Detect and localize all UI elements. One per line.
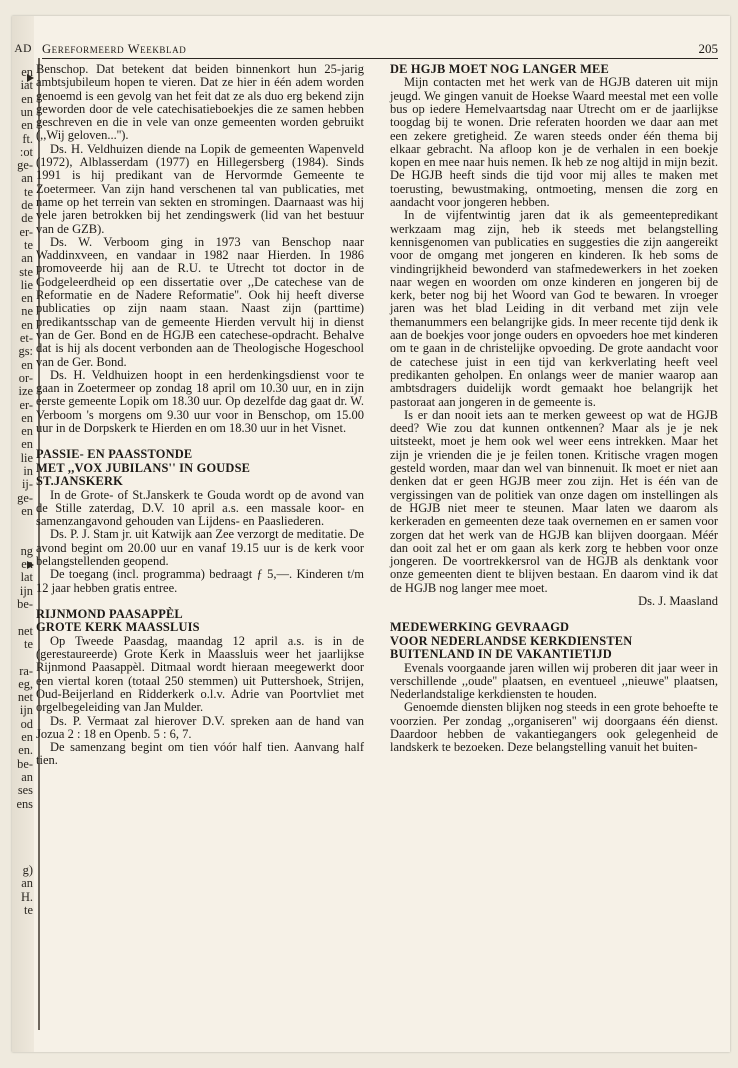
article-paragraph: Ds. H. Veldhuizen hoopt in een herdenkingsdienst voor te gaan in Zoetermeer op zondag 18 april om 10.30 uur, en in zijn eerste gemeente Lopik om 18.30 uur. Op dezelfde dag gaat dr. W. Verboom 's morgens om 9.30 uur voor in Benschop, om 15.00 uur in de Dorpskerk te Hierden en om 18.30 uur in het Visnet. (36, 367, 364, 436)
previous-page-fragment: er- (19, 225, 33, 239)
left-column (36, 63, 364, 768)
section-heading: RIJNMOND PAASAPPÈL GROTE KERK MAASSLUIS (36, 606, 200, 635)
previous-page-fragment: en (21, 318, 33, 332)
previous-page-fragment: un (20, 105, 33, 119)
previous-page-fragment: net (17, 624, 33, 638)
previous-page-fragment: en (21, 731, 33, 744)
newspaper-page (12, 16, 730, 1052)
previous-page-fragment: en (21, 119, 33, 133)
section-heading: MEDEWERKING GEVRAAGD VOOR NEDERLANDSE KERKDIENSTEN BUITENLAND IN DE VAKANTIETIJD (390, 620, 633, 662)
article-paragraph: Evenals voorgaande jaren willen wij proberen dit jaar weer in verschillende ,,oude'' plaatsen, en eventueel ,,nieuwe'' plaatsen, Nederlandstalige kerkdiensten te houden. (390, 660, 718, 702)
previous-page-fragment: an (21, 877, 33, 891)
previous-page-fragment: lie (20, 451, 33, 465)
right-column (390, 63, 718, 755)
previous-page-fragment: en (21, 425, 33, 439)
previous-page-edge (12, 16, 34, 1052)
article-paragraph: Benschop. Dat betekent dat beiden binnenkort hun 25-jarig ambtsjubileum hopen te vieren. Dat ze hier in één adem worden genoemd is een gevolg van het feit dat ze als duo erg bekend zijn geworden door de vele catechisatieboekjes die ze samen hebben geschreven en die in vele van onze gemeenten worden gebruikt (,,Wij geloven...''). (36, 62, 364, 143)
previous-page-fragment: be- (17, 598, 33, 611)
previous-page-fragment: ge- (17, 159, 33, 173)
previous-page-fragment: en. (18, 744, 33, 758)
previous-page-fragment: te (24, 238, 33, 252)
previous-page-fragment: net (17, 691, 33, 705)
previous-page-fragment: ne (21, 305, 33, 319)
previous-page-fragment: od (20, 717, 33, 731)
previous-page-fragment: ijn (19, 704, 33, 718)
previous-page-fragment: en (21, 292, 33, 306)
previous-page-header-fragment: AD (14, 43, 32, 55)
previous-page-fragment: ge- (17, 491, 33, 505)
article-paragraph: Ds. H. Veldhuizen diende na Lopik de gemeenten Wapenveld (1972), Alblasserdam (1977) en Hillegersberg (1984). Sinds 1991 is hij predikant van de Hervormde Gemeente te Zoetermeer. Van zijn hand verschenen tal van publicaties, met name op het terrein van sekten en stromingen. Daarnaast was hij vele jaren betrokken bij het zendingswerk (lid van het bestuur van de GZB). (36, 141, 364, 236)
previous-page-fragment: en (21, 66, 33, 79)
previous-page-fragment: te (24, 903, 33, 917)
section-heading: PASSIE- EN PAASSTONDE MET ,,VOX JUBILANS'' IN GOUDSE ST.JANSKERK (36, 447, 251, 489)
previous-page-fragment: gs: (18, 345, 33, 359)
previous-page-fragment: te (24, 637, 33, 651)
page-number: 205 (698, 41, 718, 56)
article-paragraph: Ds. W. Verboom ging in 1973 van Benschop naar Waddinxveen, en vandaar in 1982 naar Hierden. In 1986 promoveerde hij aan de R.U. te Utrecht tot doctor in de Godgeleerdheid op een dissertatie over ,,De catechese van de Reformatie en de Nadere Reformatie''. Ook hij heeft diverse publicaties op zijn naam staan. Naast zijn (parttime) predikantsschap van de gemeente Hierden vervult hij in dienst van de Ger. Bond en de HGJB een catechese-opdracht. Behalve dat is hij als docent verbonden aan de Theologische Hogeschool van de Ger. Bond. (36, 234, 364, 369)
previous-page-fragment: H. (20, 890, 33, 904)
gutter-marker-middle (27, 561, 34, 569)
article-paragraph: Op Tweede Paasdag, maandag 12 april a.s. is in de (gerestaureerde) Grote Kerk in Maassluis weer het jaarlijkse Rijnmond Paasappèl. Ditmaal wordt hieraan meegewerkt door een viertal koren (totaal 250 stemmen) uit Puttershoek, Strijen, Oud-Beijerland en Ridderkerk o.l.v. Adrie van Poortvliet met orgelbegeleiding van Jan Mulder. (36, 633, 364, 715)
article-paragraph: In de vijfentwintig jaren dat ik als gemeentepredikant werkzaam mag zijn, heb ik steeds met belangstelling kennisgenomen van publicaties en suggesties die zijn aangereikt voor de omgang met jongeren en kinderen. Ik heb soms de vindingrijkheid bewonderd van stafmedewerkers in het zoeken naar wegen en woorden om onze kinderen en jongeren bij de kerk, beter nog bij het Woord van God te bewaren. In vroeger jaren was het blad Leiding in dit verband met zijn vele themanummers een belangrijke gids. In meer recente tijd denk ik aan de boekjes voor jonge ouders en opvoeders hoe met kinderen om te gaan in de christelijke opvoeding. De grote aandacht voor de catechese juist in een tijd van kerkverlating heeft veel predikanten geholpen. En onlangs weer de manier waarop aan ambtsdragers duidelijk wordt gemaakt hoe belangrijk het pastoraat aan jongeren in de gemeente is. (390, 208, 718, 409)
previous-page-fragment: de (21, 199, 33, 212)
previous-page-fragment: lat (20, 571, 33, 585)
running-head: Gereformeerd Weekblad (42, 42, 187, 56)
article-paragraph: Ds. P. Vermaat zal hierover D.V. spreken aan de hand van Jozua 2 : 18 en Openb. 5 : 6, 7. (36, 713, 364, 741)
previous-page-fragment: ft. (22, 132, 33, 146)
article-paragraph: Is er dan nooit iets aan te merken geweest op wat de HGJB deed? Wie zou dat kunnen ontkennen? Maar als je je nek uitsteekt, moet je hem ook wel weer eens intrekken. Maar het zijn je vrienden die je je feilen tonen. Kritische vragen mogen gesteld worden, maar dan wel van binnenuit. Ik moet er niet aan denken dat er geen HGJB meer zou zijn. Het is één van de vergissingen van de politiek van onze dagen om instellingen als de HGJB niet meer te steunen. Maar laten we daarom als kerkeraden en gemeenten deze taak overnemen en er samen voor zorgen dat het werk van de HGJB kan blijven doorgaan. Méér dan ooit zal het er om gaan als kerk zorg te hebben voor onze jongeren. De voortrekkersrol van de HGJB als denktank voor onze gemeenten dient te blijven bestaan. En daarom vind ik dat de HGJB nog langer mee moet. (390, 407, 718, 595)
previous-page-fragment: en (21, 358, 33, 372)
previous-page-fragment: iat (20, 79, 33, 93)
previous-page-fragment: de (21, 212, 33, 226)
previous-page-fragment: ijn (19, 584, 33, 598)
previous-page-fragment: :ot (19, 145, 33, 159)
previous-page-fragment: et- (19, 332, 33, 345)
previous-page-fragment: er- (19, 398, 33, 412)
previous-page-fragment: in (23, 465, 33, 478)
previous-page-fragment: ng (20, 544, 33, 558)
previous-page-fragment: be- (17, 757, 33, 771)
previous-page-fragment: en (21, 438, 33, 452)
previous-page-fragment: eg, (18, 677, 33, 691)
previous-page-fragment: ste (19, 265, 33, 279)
section-heading: DE HGJB MOET NOG LANGER MEE (390, 62, 609, 76)
previous-page-fragment: an (21, 770, 33, 784)
article-paragraph: Ds. P. J. Stam jr. uit Katwijk aan Zee verzorgt de meditatie. De avond begint om 20.00 uur en vanaf 19.15 uur is de kerk voor belangstellenden geopend. (36, 527, 364, 569)
article-paragraph: De toegang (incl. programma) bedraagt ƒ 5,—. Kinderen t/m 12 jaar hebben gratis entree. (36, 567, 364, 595)
article-paragraph: Genoemde diensten blijken nog steeds in een grote behoefte te voorzien. Per zondag ,,organiseren'' wij doorgaans één dienst. Daardoor hebben de vakantiegangers ook gelegenheid de landskerk te bezoeken. Deze belangstelling vanuit het buiten- (390, 700, 718, 755)
previous-page-fragment: g) (22, 864, 33, 877)
previous-page-fragment: an (21, 252, 33, 266)
previous-page-fragment: en (21, 411, 33, 425)
author-signature: Ds. J. Maasland (638, 593, 718, 608)
previous-page-fragment: ses (17, 784, 33, 798)
previous-page-fragment: ra- (19, 664, 33, 678)
previous-page-fragment: an (21, 172, 33, 186)
previous-page-fragment: ens (16, 797, 33, 811)
previous-page-fragment: en (21, 92, 33, 106)
gutter-marker-top (27, 74, 34, 82)
previous-page-fragment: ij- (21, 478, 33, 492)
previous-page-fragment: en (21, 558, 33, 572)
previous-page-fragment: en (21, 504, 33, 518)
previous-page-fragment: or- (18, 371, 33, 385)
article-paragraph: Mijn contacten met het werk van de HGJB dateren uit mijn jeugd. We gingen vanuit de Hoekse Waard meestal met een volle bus op iedere Hemelvaartsdag naar Utrecht om er de jaarlijkse toogdag bij te wonen. Drie referaten hoorden we daar aan met een zekere gretigheid. Ze waren steeds onder één thema bij elkaar gebracht. Na afloop kon je de verhalen in een boekje kopen en mee naar huis nemen. Ik heb ze nog altijd in mijn bezit. De HGJB heeft sinds die tijd voor mij alles te maken met toerusting, bewustmaking, ontmoeting, mensen die zorg en aandacht voor jongeren hebben. (390, 75, 718, 210)
previous-page-fragment: ize (18, 385, 33, 399)
previous-page-fragment: lie (20, 278, 33, 292)
page-header (42, 38, 718, 59)
article-paragraph: De samenzang begint om tien vóór half tien. Aanvang half tien. (36, 740, 364, 768)
article-paragraph: In de Grote- of St.Janskerk te Gouda wordt op de avond van de Stille zaterdag, D.V. 10 april a.s. een massale koor- en samenzangavond gehouden van Lijdens- en Paasliederen. (36, 487, 364, 529)
previous-page-fragment: te (24, 185, 33, 199)
